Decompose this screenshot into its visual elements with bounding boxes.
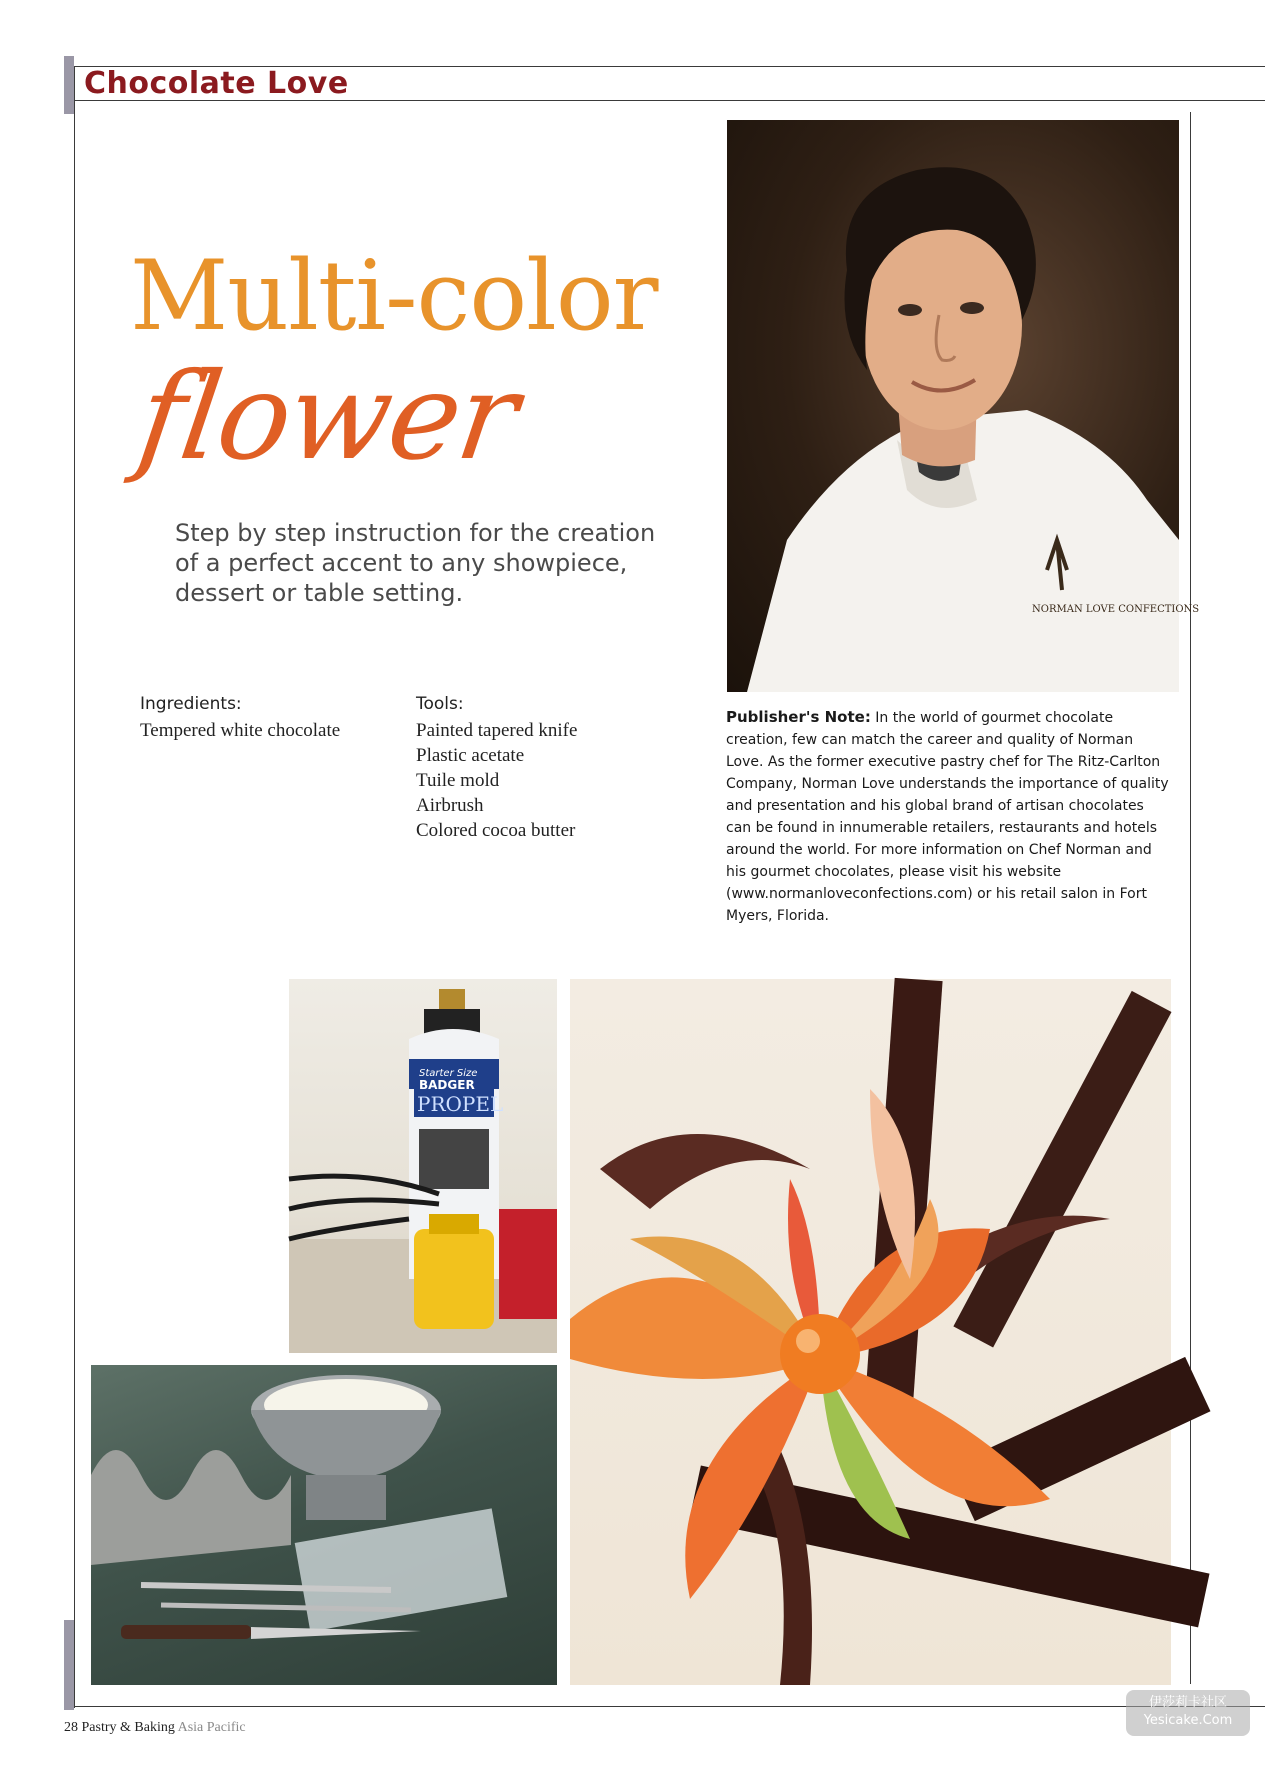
frame-bottom-rule xyxy=(74,1706,1265,1707)
publisher-note xyxy=(726,706,1170,927)
watermark-line1: 伊莎莉卡社区 xyxy=(1148,1695,1227,1710)
tools-items xyxy=(416,718,676,843)
site-watermark xyxy=(1126,1690,1250,1736)
publisher-note-label: Publisher's Note: xyxy=(726,708,871,726)
subhead: Step by step instruction for the creation of a perfect accent to any showpiece, dessert or table setting. xyxy=(175,519,656,607)
headline-title: Multi-color xyxy=(130,240,658,352)
ingredients-items xyxy=(140,718,390,743)
ingredient-item: Tempered white chocolate xyxy=(140,720,341,741)
publication-name: Pastry & Baking xyxy=(81,1720,175,1735)
tools-heading: Tools: xyxy=(416,694,464,714)
frame-left-rule xyxy=(74,66,75,1708)
tool-item: Tuile mold xyxy=(416,770,500,791)
tool-item: Airbrush xyxy=(416,795,484,816)
tool-item: Plastic acetate xyxy=(416,745,525,766)
propellant-label-line1: Starter Size xyxy=(419,1068,478,1079)
airbrush-propellant-photo xyxy=(289,979,557,1353)
chocolate-flower-photo xyxy=(570,979,1171,1685)
tuile-mold-tools-photo xyxy=(91,1365,557,1685)
publisher-note-text: In the world of gourmet chocolate creation, few can match the career and quality of Norman Love. As the former executive pastry chef for The Ritz-Carlton Company, Norman Love understands the importance of quality and presentation and his global brand of artisan chocolates can be found in innumerable retailers, restaurants and hotels around the world. For more information on Chef Norman and his gourmet chocolates, please visit his website (www.normanloveconfections.com) or his retail salon in Fort Myers, Florida. xyxy=(726,710,1169,924)
tool-item: Colored cocoa butter xyxy=(416,820,576,841)
chef-portrait-photo xyxy=(727,120,1200,692)
page-number: 28 xyxy=(64,1720,78,1735)
page-footer xyxy=(64,1720,246,1736)
watermark-line2: Yesicake.Com xyxy=(1143,1713,1233,1728)
headline-script-title: flower xyxy=(130,348,524,487)
propellant-label-line3: PROPEL xyxy=(417,1092,504,1116)
ingredients-list xyxy=(140,694,390,743)
section-title: Chocolate Love xyxy=(84,66,349,101)
frame-corner-accent-top xyxy=(64,56,74,114)
ingredients-heading: Ingredients: xyxy=(140,694,242,714)
propellant-label-line2: BADGER xyxy=(419,1078,475,1092)
publication-region: Asia Pacific xyxy=(177,1720,246,1735)
chef-jacket-logo-text: NORMAN LOVE CONFECTIONS xyxy=(1032,604,1200,615)
tool-item: Painted tapered knife xyxy=(416,720,578,741)
frame-corner-accent-bottom xyxy=(64,1620,74,1710)
tools-list xyxy=(416,694,676,843)
frame-right-rule xyxy=(1190,112,1191,1684)
